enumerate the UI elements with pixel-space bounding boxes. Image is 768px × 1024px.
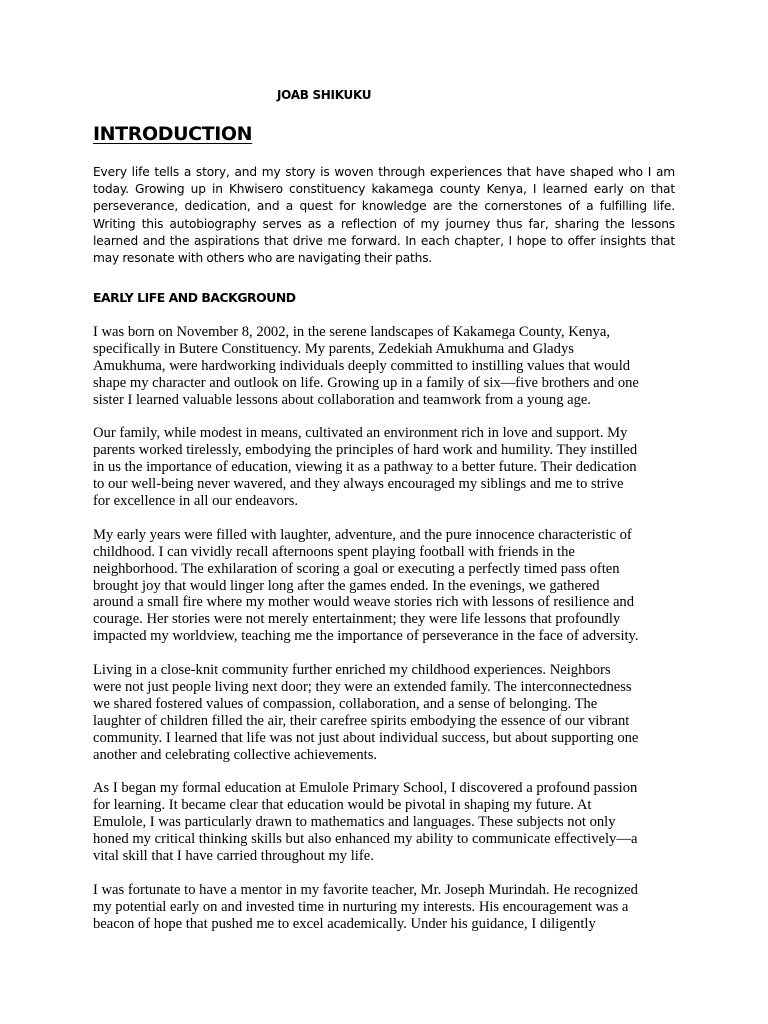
text-line: another and celebrating collective achievements. xyxy=(93,746,378,763)
text-line: My early years were filled with laughter, adventure, and the pure innocence characteristic of xyxy=(93,526,632,543)
text-line: for learning. It became clear that education would be pivotal in shaping my future. At xyxy=(93,797,592,814)
text-line: community. I learned that life was not just about individual success, but about supporting one xyxy=(93,729,639,746)
text-line: my potential early on and invested time in nurturing my interests. His encouragement was a xyxy=(93,898,629,915)
text-line: Emulole, I was particularly drawn to mathematics and languages. These subjects not only xyxy=(93,814,616,831)
text-line: beacon of hope that pushed me to excel academically. Under his guidance, I diligently xyxy=(93,915,596,932)
introduction-heading: INTRODUCTION xyxy=(93,123,253,145)
text-line: Living in a close-knit community further enriched my childhood experiences. Neighbors xyxy=(93,662,611,679)
body-text xyxy=(93,324,675,949)
paragraph-education xyxy=(93,780,675,865)
text-line: shape my character and outlook on life. Growing up in a family of six—five brothers and one xyxy=(93,374,639,391)
text-line: courage. Her stories were not merely entertainment; they were life lessons that profoundly xyxy=(93,611,621,628)
text-line: brought joy that would linger long after the games ended. In the evenings, we gathered xyxy=(93,577,600,594)
early-life-heading: EARLY LIFE AND BACKGROUND xyxy=(93,290,296,305)
text-line: neighborhood. The exhilaration of scoring a goal or executing a perfectly timed pass often xyxy=(93,560,620,577)
text-line: I was born on November 8, 2002, in the serene landscapes of Kakamega County, Kenya, xyxy=(93,324,610,340)
text-line: to our well-being never wavered, and they always encouraged my siblings and me to strive xyxy=(93,476,624,493)
text-line: vital skill that I have carried throughout my life. xyxy=(93,848,374,865)
text-line: As I began my formal education at Emulole Primary School, I discovered a profound passion xyxy=(93,780,638,797)
text-line: sister I learned valuable lessons about collaboration and teamwork from a young age. xyxy=(93,391,592,408)
text-line: I was fortunate to have a mentor in my favorite teacher, Mr. Joseph Murindah. He recognized xyxy=(93,881,638,898)
text-line: specifically in Butere Constituency. My parents, Zedekiah Amukhuma and Gladys xyxy=(93,340,574,357)
paragraph-community xyxy=(93,662,675,763)
text-line: for excellence in all our endeavors. xyxy=(93,493,299,510)
text-line: honed my critical thinking skills but also enhanced my ability to communicate effectively—a xyxy=(93,831,638,848)
paragraph-mentor xyxy=(93,882,675,933)
paragraph-birth xyxy=(93,324,675,409)
text-line: were not just people living next door; they were an extended family. The interconnectedness xyxy=(93,678,632,695)
text-line: Our family, while modest in means, cultivated an environment rich in love and support. My xyxy=(93,425,628,442)
text-line: around a small fire where my mother would weave stories rich with lessons of resilience and xyxy=(93,594,635,611)
text-line: laughter of children filled the air, their carefree spirits embodying the essence of our vibrant xyxy=(93,712,630,729)
text-line: impacted my worldview, teaching me the importance of perseverance in the face of adversity. xyxy=(93,628,639,645)
text-line: childhood. I can vividly recall afternoons spent playing football with friends in the xyxy=(93,543,575,560)
author-name: JOAB SHIKUKU xyxy=(277,88,372,102)
introduction-paragraph: Every life tells a story, and my story is woven through experiences that have shaped who I am today. Growing up in Khwisero constituency kakamega county Kenya, I learned early on that perseverance, dedication, and a quest for knowledge are the cornerstones of a fulfilling life. Writing this autobiography serves as a reflection of my journey thus far, sharing the lessons learned and the aspirations that drive me forward. In each chapter, I hope to offer insights that may resonate with others who are navigating their paths. xyxy=(93,165,675,266)
paragraph-family xyxy=(93,425,675,510)
text-line: in us the importance of education, viewing it as a pathway to a better future. Their dedication xyxy=(93,459,637,476)
paragraph-early-years xyxy=(93,527,675,645)
text-line: parents worked tirelessly, embodying the principles of hard work and humility. They instilled xyxy=(93,442,638,459)
text-line: we shared fostered values of compassion, collaboration, and a sense of belonging. The xyxy=(93,695,598,712)
text-line: Amukhuma, were hardworking individuals deeply committed to instilling values that would xyxy=(93,357,631,374)
